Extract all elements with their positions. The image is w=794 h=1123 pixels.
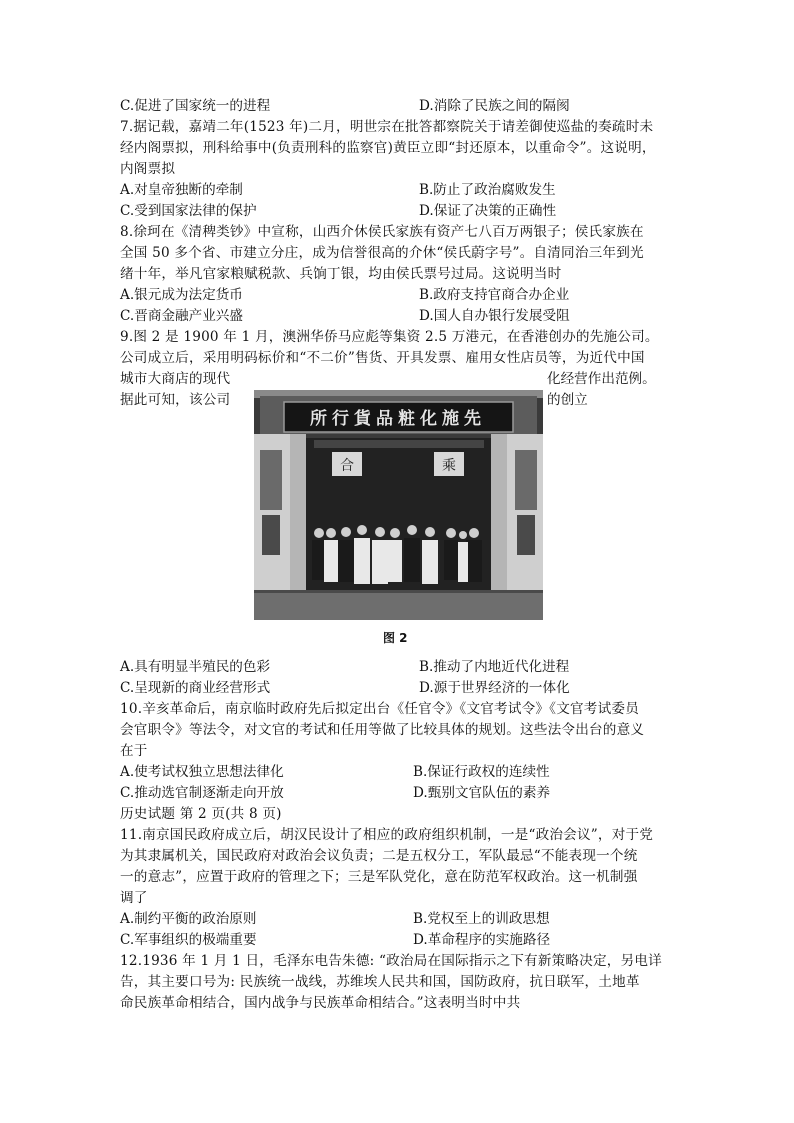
option-6d[interactable]: D.消除了民族之间的隔阂 [419, 98, 570, 114]
option-11c[interactable]: C.军事组织的极端重要 [120, 932, 257, 948]
question-7-line-3: 内阁票拟 [120, 161, 176, 177]
question-12-line-2: 告，其主要口号为: 民族统一战线，苏维埃人民共和国，国防政府，抗日联军，土地革 [120, 974, 640, 990]
question-11-line-2: 为其隶属机关，国民政府对政治会议负责；二是五权分工，军队最忌“不能表现一个统 [120, 848, 638, 864]
svg-text:合: 合 [340, 458, 354, 474]
question-8-line-1: 8.徐珂在《清稗类钞》中宣称，山西介休侯氏家族有资产七八百万两银子；侯氏家族在 [120, 224, 644, 240]
signboard-text: 所行貨品粧化施先 [310, 409, 486, 429]
figure-2-caption: 图 2 [383, 631, 408, 645]
option-8d[interactable]: D.国人自办银行发展受阻 [419, 308, 570, 324]
question-11-line-4: 调了 [120, 890, 148, 906]
option-9c[interactable]: C.呈现新的商业经营形式 [120, 680, 271, 696]
option-7a[interactable]: A.对皇帝独断的牵制 [120, 182, 243, 198]
question-7-line-1: 7.据记载，嘉靖二年(1523 年)二月，明世宗在批答都察院关于请差御使巡盐的奏疏时未 [120, 119, 654, 135]
question-10-line-1: 10.辛亥革命后，南京临时政府先后拟定出台《任官令》《文官考试令》《文官考试委员 [120, 701, 639, 717]
option-10b[interactable]: B.保证行政权的连续性 [413, 764, 550, 780]
option-8c[interactable]: C.晋商金融产业兴盛 [120, 308, 243, 324]
question-7-line-2: 经内阁票拟，刑科给事中(负责刑科的监察官)黄臣立即“封还原本，以重命令”。这说明， [120, 140, 656, 156]
option-11a[interactable]: A.制约平衡的政治原则 [120, 911, 257, 927]
option-8b[interactable]: B.政府支持官商合办企业 [419, 287, 570, 303]
option-7d[interactable]: D.保证了决策的正确性 [419, 203, 557, 219]
option-6c[interactable]: C.促进了国家统一的进程 [120, 98, 271, 114]
question-8-line-3: 绪十年，举凡官家粮赋税款、兵饷丁银，均由侯氏票号过局。这说明当时 [120, 266, 562, 282]
option-7b[interactable]: B.防止了政治腐败发生 [419, 182, 556, 198]
question-9-line-3b: 化经营作出范例。 [547, 371, 656, 387]
question-9-line-3a: 城市大商店的现代 [120, 371, 231, 387]
page-footer: 历史试题 第 2 页(共 8 页) [120, 806, 282, 822]
question-12-line-1: 12.1936 年 1 月 1 日，毛泽东电告朱德: “政治局在国际指示之下有新策略决定，另电详 [120, 953, 662, 969]
figure-2-photo [254, 390, 543, 620]
option-10d[interactable]: D.甄别文官队伍的素养 [413, 785, 551, 801]
question-9-line-4b: 的创立 [547, 392, 588, 408]
option-9b[interactable]: B.推动了内地近代化进程 [419, 659, 570, 675]
svg-text:乘: 乘 [442, 458, 456, 474]
question-9-line-1: 9.图 2 是 1900 年 1 月，澳洲华侨马应彪等集资 2.5 万港元，在香港创办的先施公司。 [120, 329, 659, 345]
option-9d[interactable]: D.源于世界经济的一体化 [419, 680, 570, 696]
question-11-line-1: 11.南京国民政府成立后，胡汉民设计了相应的政府组织机制，一是“政治会议”，对于党 [120, 827, 654, 843]
option-11b[interactable]: B.党权至上的训政思想 [413, 911, 550, 927]
question-10-line-3: 在于 [120, 743, 148, 759]
question-9-line-2: 公司成立后，采用明码标价和“不二价”售货、开具发票、雇用女性店员等，为近代中国 [120, 350, 645, 366]
option-11d[interactable]: D.革命程序的实施路径 [413, 932, 551, 948]
question-8-line-2: 全国 50 多个省、市建立分庄，成为信誉很高的介休“侯氏蔚字号”。自清同治三年到光 [120, 245, 644, 261]
question-9-line-4a: 据此可知，该公司 [120, 392, 231, 408]
option-10a[interactable]: A.使考试权独立思想法律化 [120, 764, 284, 780]
option-8a[interactable]: A.银元成为法定货币 [120, 287, 243, 303]
question-11-line-3: 一的意志”，应置于政府的管理之下；三是军队党化，意在防范军权政治。这一机制强 [120, 869, 638, 885]
option-9a[interactable]: A.具有明显半殖民的色彩 [120, 659, 271, 675]
question-10-line-2: 会官职令》等法令，对文官的考试和任用等做了比较具体的规划。这些法令出台的意义 [120, 722, 645, 738]
option-7c[interactable]: C.受到国家法律的保护 [120, 203, 257, 219]
question-12-line-3: 命民族革命相结合，国内战争与民族革命相结合。”这表明当时中共 [120, 995, 521, 1011]
option-10c[interactable]: C.推动选官制逐渐走向开放 [120, 785, 284, 801]
